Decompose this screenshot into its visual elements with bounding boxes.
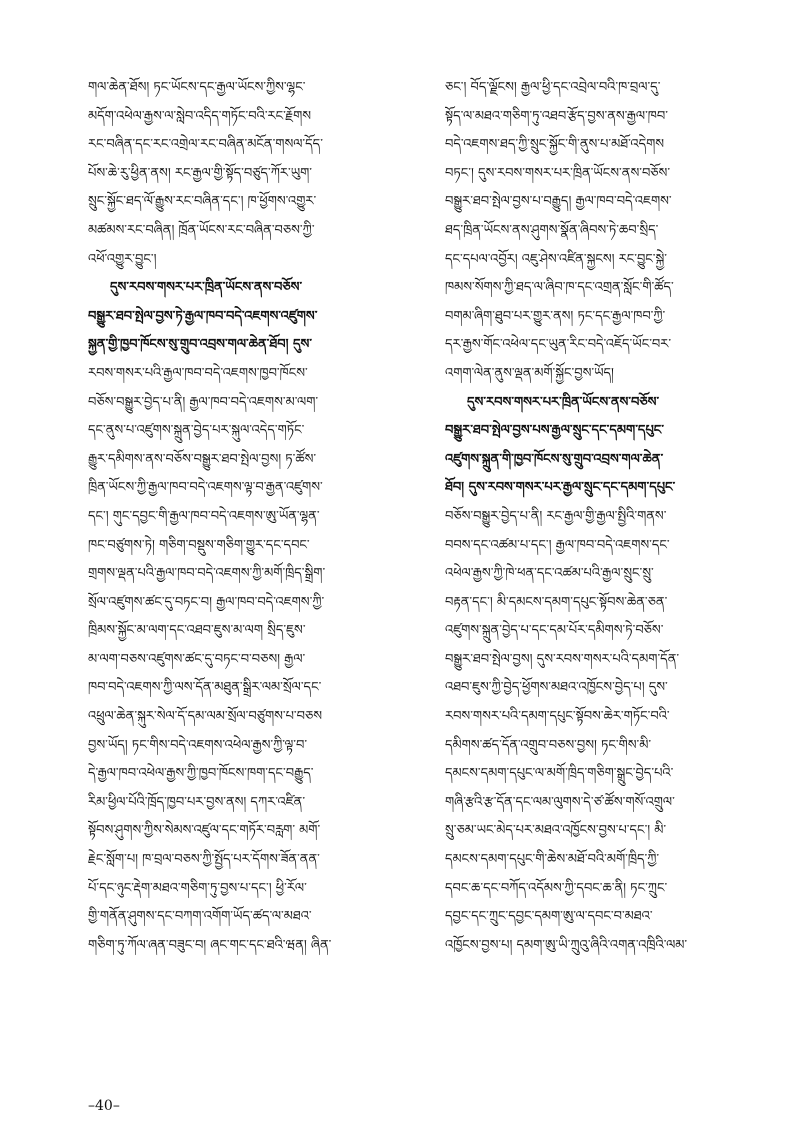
- text-line: རབས་གསར་པའི་རྒྱལ་ཁབ་བདེ་འཇགས་ཁྱབ་ཁོངས་: [88, 365, 308, 381]
- text-line: དམིགས་ཚད་དོན་འགྲུབ་བཅས་བྱས། ཏང་གིས་མི་: [445, 737, 652, 753]
- text-line: གྱི་གནོན་ཤུགས་དང་བཀག་འགོག་ཡོད་ཚད་ལ་མཐའ་: [88, 909, 312, 925]
- text-line: བྱས་ཡོད། ཏང་གིས་བདེ་འཇགས་འཕེལ་རྒྱས་ཀྱི་ལྟ་བ་: [88, 737, 308, 753]
- text-line: དེ་རྒྱལ་ཁབ་འཕེལ་རྒྱས་ཀྱི་ཁྱབ་ཁོངས་ཁག་དང་བརྒྱུད་: [88, 766, 314, 782]
- text-line: རིམ་ཕྱིལ་པོའི་ཁྲོད་ཁྱབ་པར་བྱས་ནས། དཀར་འཛིན་: [88, 794, 306, 810]
- text-line: དང་དཔལ་འབྱོར། འཇུ་ཤེས་འཛིན་སྐྱངས། རང་བྱུང་སྐྱེ་: [445, 251, 668, 267]
- text-line: རྒྱུར་དམིགས་ནས་བཅོས་བསྒྱུར་ཐབ་སྤེལ་བྱས། ཏ་ཚོས་: [88, 451, 317, 467]
- right-text-column: [445, 74, 763, 960]
- text-line: གལ་ཆེན་ཐོས། ཏང་ཡོངས་དང་རྒྱལ་ཡོངས་ཀྱིས་ལྷང་: [88, 80, 306, 95]
- text-line: འཕྲུལ་ཆེན་སྐུར་སེལ་དོ་དམ་ལམ་སྲོལ་བཙུགས་པ་བཅས: [88, 709, 323, 725]
- text-line: རྗེང་སློག་པ། ཁ་བྲལ་བཅས་ཀྱི་སྤྱོད་པར་དོགས་ཟོན་ནན་: [88, 852, 320, 868]
- text-line: བདེ་འཇགས་ཐད་ཀྱི་སྲུང་སྐྱོང་གི་ནུས་པ་མཐོ་འདེགས: [445, 137, 665, 153]
- text-line: བསྒྱུར་ཐབ་སྤེལ་བྱས། དུས་རབས་གསར་པའི་དམག་དོན་: [445, 651, 680, 667]
- text-line: ཁྲིན་ཡོངས་ཀྱི་རྒྱལ་ཁབ་བདེ་འཇགས་ལྟ་བ་རྒྱན་འཛུགས་: [88, 480, 323, 496]
- text-line: སྟོབས་ཤུགས་ཀྱིས་སེམས་འཛུལ་དང་གཏོར་བརླག་ མགོ་: [88, 823, 321, 839]
- text-line: ཐད་ཁྲིན་ཡོངས་ནས་ཤུགས་སྣོན་ཞིབས་ཏེ་ཆབ་སྲིད་: [445, 222, 659, 238]
- text-line: འཛུགས་སྐྲུན་གི་ཁྱབ་ཁོངས་སུ་གྲུབ་འབྲས་གལ་ཆེན་: [445, 451, 664, 467]
- text-line: རང་བཞིན་དང་རང་འགྲེལ་རང་བཞིན་མངོན་གསལ་དོད་: [88, 137, 323, 153]
- text-line: གཅིག་ཏུ་ཀོལ་ཞན་བཟུང་བ། ཞང་གང་དང་ཐའི་ཝན། ཞིན་: [88, 937, 332, 953]
- page-number: –40–: [88, 1098, 120, 1114]
- text-line: ཁབ་བདེ་འཇགས་ཀྱི་ལས་དོན་མཐུན་སྒྲིར་ལམ་སྲོལ་དང་: [88, 680, 322, 696]
- text-line: སྐྱན་གྱི་ཁྱབ་ཁོངས་སུ་གྲུབ་འབྲས་གལ་ཆེན་ཐོབ། དུས་: [88, 337, 313, 353]
- text-line: ཁྲིམས་སྐྱོང་མ་ལག་དང་འཐབ་ཇུས་མ་ལག སྲིད་ཇུས་: [88, 623, 306, 639]
- text-line: ཁམས་སོགས་ཀྱི་ཐད་ལ་ཞིབ་ཁ་དང་འགྲན་སློང་གི་ཚོད་: [445, 280, 674, 296]
- text-line: སྟོད་ལ་མཐའ་གཅིག་ཏུ་འཐབ་རྩོད་བྱས་ནས་རྒྱལ་ཁབ་: [445, 108, 668, 124]
- text-line: མཚམས་རང་བཞིན། ཁྲོན་ཡོངས་རང་བཞིན་བཅས་ཀྱི་: [88, 222, 315, 238]
- text-line: སྲོལ་འཛུགས་ཚང་དུ་བཏང་བ། རྒྱལ་ཁབ་བདེ་འཇགས་ཀྱི་: [88, 594, 325, 610]
- text-line: དམངས་དམག་དཔུང་གི་ཆེས་མཐོ་བའི་མགོ་ཁྲིད་ཀྱི་: [445, 852, 660, 868]
- text-line: བབས་དང་འཚམ་པ་དང་། རྒྱལ་ཁབ་བདེ་འཇགས་དང་: [445, 537, 670, 553]
- text-line: བགམ་ཞིག་ཐུབ་པར་གྱུར་ནས། ཏང་དང་རྒྱལ་ཁབ་ཀྱི་: [445, 308, 666, 324]
- text-line: དུས་རབས་གསར་པར་ཁྲིན་ཡོངས་ནས་བཅོས་: [467, 394, 660, 410]
- text-line: པོས་ཆེ་རུ་ཕྱིན་ནས། རང་རྒྱལ་གྱི་སྟོད་བཙུད་ཀོར་ཡུག་: [88, 165, 313, 181]
- text-line: ཐོབ། དུས་རབས་གསར་པར་རྒྱལ་སྲུང་དང་དམག་དཔུང་: [445, 480, 676, 496]
- text-line: བསྒྱུར་ཐབ་སྤེལ་བྱས་ཏེ་རྒྱལ་ཁབ་བདེ་འཇགས་འཛུགས་: [88, 308, 318, 324]
- text-line: འགག་ལེན་ནུས་ལྡན་མགོ་སྐྱོང་བྱས་ཡོད།: [445, 365, 614, 381]
- text-line: དར་རྒྱས་གོང་འཕེལ་དང་ཡུན་རིང་བདེ་འཇོད་ཡོང་བར་: [445, 337, 672, 353]
- text-line: བཏང་། དུས་རབས་གསར་པར་ཁྲིན་ཡོངས་ནས་བཅོས་: [445, 165, 671, 181]
- text-line: ཅང་། བོད་ལྗོངས། རྒྱལ་ཕྱི་དང་འབྲེལ་བའི་ཁ་བྲལ་དུ་: [445, 80, 661, 95]
- text-line: དབྱང་དང་ཀྲུང་དབྱང་དམག་ཨུ་ལ་དབང་བ་མཐའ་: [445, 909, 653, 925]
- text-line: བསྒྱུར་ཐབ་སྤེལ་བྱས་པས་རྒྱལ་སྲུང་དང་དམག་དཔུང་: [445, 423, 665, 439]
- text-line: དང་ནུས་པ་འཛུགས་སྐྲུན་བྱེད་པར་སྐུལ་འདེད་གཏོང་: [88, 423, 305, 439]
- text-line: དམངས་དམག་དཔུང་ལ་མགོ་ཁྲིད་གཅིག་སྒྲུང་བྱེད་པའི་: [445, 766, 674, 782]
- text-line: བཅོས་བསྒྱུར་བྱེད་པ་ནི། རྒྱལ་ཁབ་བདེ་འཇགས་མ་ལག་: [88, 394, 319, 410]
- text-line: སྲུ་ཅམ་ཡང་མེད་པར་མཐའ་འཁྱོངས་བྱས་པ་དང་། མི་: [445, 823, 667, 839]
- text-line: འཛུགས་སྐྲུན་བྱེད་པ་དང་དམ་པོར་དམིགས་ཏེ་བཅོས་: [445, 623, 664, 639]
- text-line: དུས་རབས་གསར་པར་ཁྲིན་ཡོངས་ནས་བཅོས་: [110, 280, 303, 296]
- text-line: བསྒྱུར་ཐབ་སྤེལ་བྱས་པ་བརྒྱུད། རྒྱལ་ཁབ་བདེ་འཇགས་: [445, 194, 672, 210]
- text-line: བཅོས་བསྒྱུར་བྱེད་པ་ནི། རང་རྒྱལ་གྱི་རྒྱལ་སྤྱིའི་གནས་: [445, 508, 667, 524]
- text-line: འཐབ་ཇུས་ཀྱི་བྱེད་ཕྱོགས་མཐའ་འཁྱོངས་བྱེད་པ། དུས་: [445, 680, 668, 696]
- text-line: གྲགས་ལྡན་པའི་རྒྱལ་ཁབ་བདེ་འཇགས་ཀྱི་མགོ་ཁྲིད་སྒྲིག་: [88, 566, 326, 582]
- text-line: འཕོ་འགྱུར་བྱུང་།: [88, 251, 157, 267]
- text-line: པོ་དང་ཉུང་རྡེག་མཐའ་གཅིག་ཏུ་བྱས་པ་དང་། ཕྱི་རོལ་: [88, 880, 307, 896]
- text-line: སྲུང་སྐྱོང་ཐད་ལོ་རྒྱུས་རང་བཞིན་དང་། ཁ་ཕྱོགས་འགྱུར་: [88, 194, 317, 210]
- text-line: རབས་གསར་པའི་དམག་དཔུང་སྟོབས་ཆེར་གཏོང་བའི་: [445, 709, 670, 725]
- text-line: གཞི་རྩའི་རྩ་དོན་དང་ལམ་ལུགས་དེ་ཙ་ཚོས་གསོ་འགྲུལ་: [445, 794, 675, 810]
- text-line: དབང་ཆ་དང་བཀོད་འདོམས་ཀྱི་དབང་ཆ་ནི། ཏང་ཀྲུང་: [445, 880, 668, 896]
- text-line: བརྟན་དང་། མི་དམངས་དམག་དཔུང་སྟོབས་ཆེན་ཅན་: [445, 594, 668, 610]
- text-line: འཁྱོངས་བྱས་པ། དམག་ཨུ་ཡི་ཀྲུའུ་ཞིའི་འགན་འཁྲིའི་ལམ་: [445, 937, 688, 953]
- text-line: མདོག་འཕེལ་རྒྱས་ལ་སླེབ་འདིད་གཏོང་བའི་རང་རྗོགས: [88, 108, 312, 124]
- text-line: མ་ལག་བཅས་འཛུགས་ཚང་དུ་བཏང་བ་བཅས། རྒྱལ་: [88, 651, 306, 667]
- text-line: འཕེལ་རྒྱས་ཀྱི་ཁེ་ཕན་དང་འཚམ་པའི་རྒྱལ་སྲུང་སྲུ་: [445, 566, 654, 582]
- text-line: དང་། གུང་དབྱང་གི་རྒྱལ་ཁབ་བདེ་འཇགས་ཨུ་ཡོན་ལྷན་: [88, 508, 320, 524]
- text-line: ཁང་བཙུགས་ཏེ། གཅིག་བསྡུས་གཅིག་གྱུར་དང་དབང་: [88, 537, 310, 553]
- left-text-column: [88, 74, 406, 960]
